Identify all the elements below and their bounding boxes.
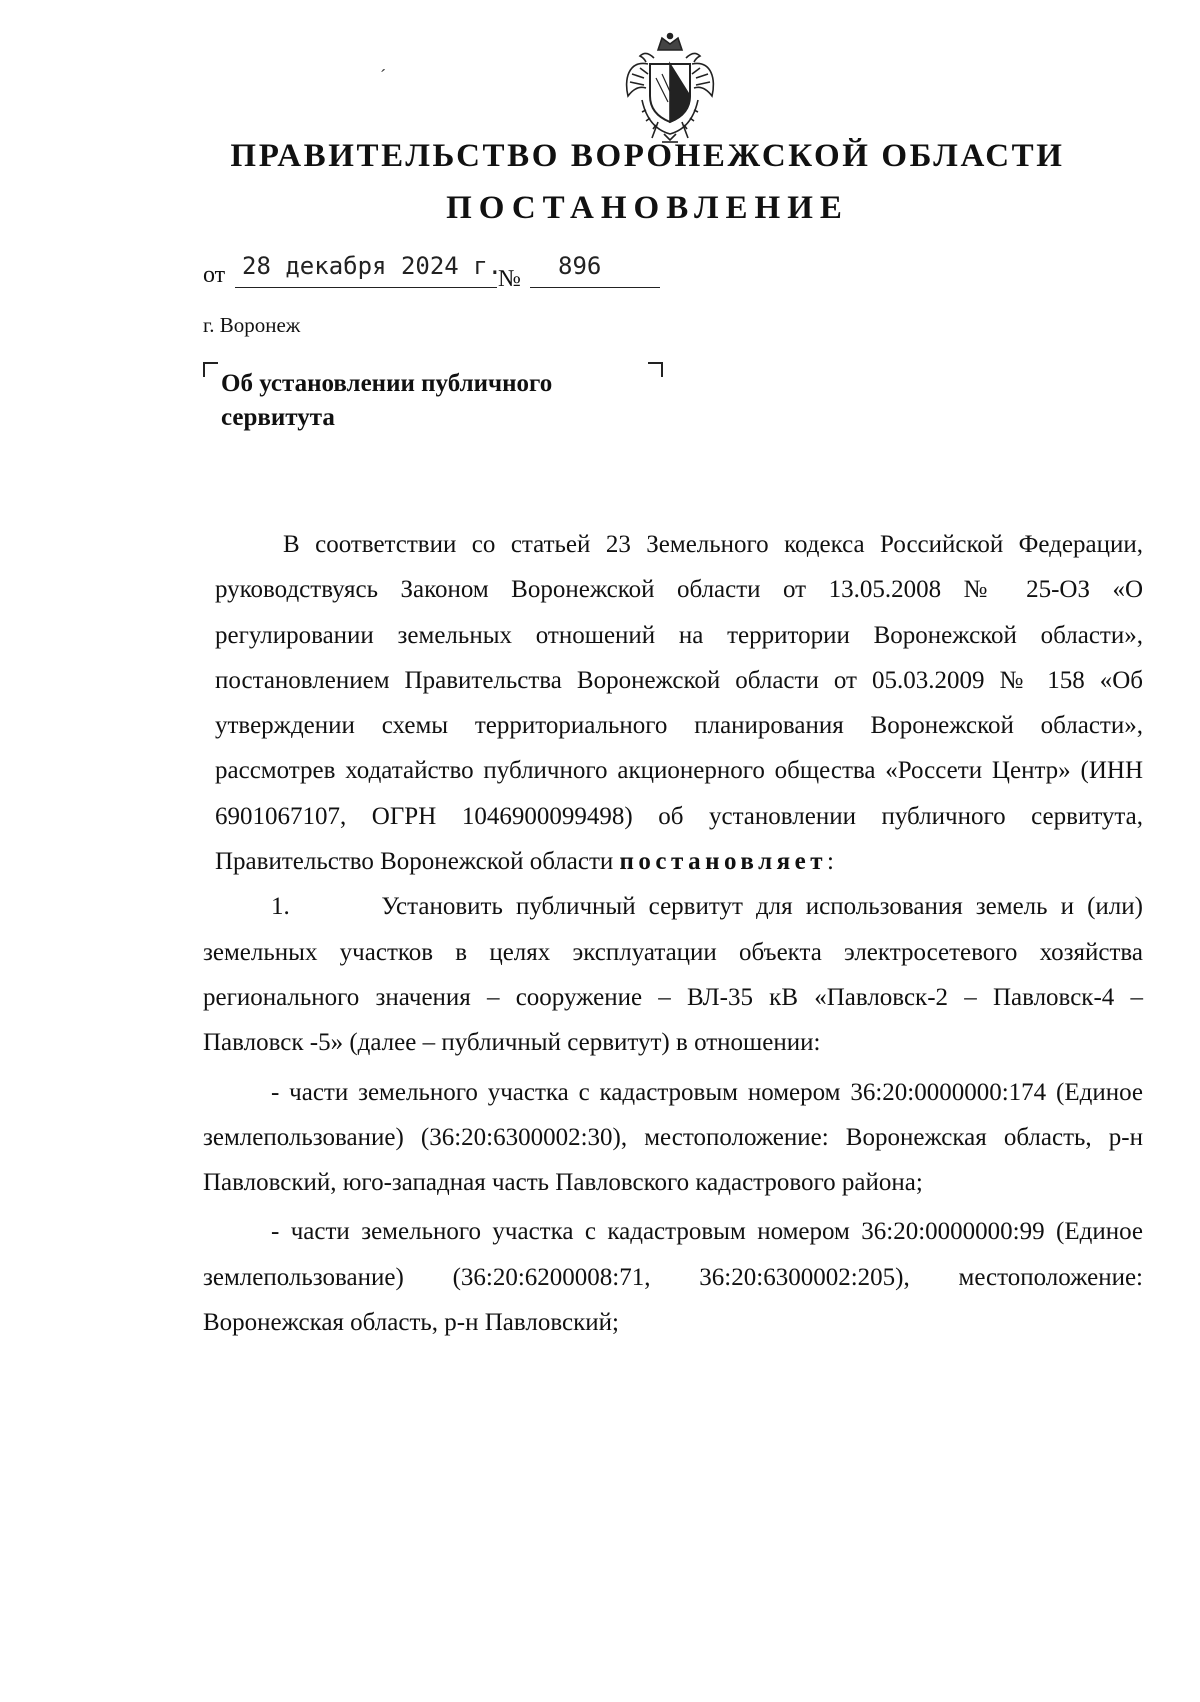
subject-line-1: Об установлении публичного bbox=[221, 370, 553, 397]
preamble-paragraph bbox=[203, 522, 1143, 884]
number-sign: № bbox=[498, 266, 521, 292]
date-underline bbox=[235, 287, 497, 288]
date-from-label: от bbox=[203, 262, 226, 288]
subject-corner-right bbox=[648, 362, 663, 377]
document-date: 28 декабря 2024 г. bbox=[242, 252, 503, 280]
document-body bbox=[203, 522, 1143, 1345]
preamble-text: В соответствии со статьей 23 Земельного кодекса Российской Федерации, руководствуясь Законом Воронежской области от 13.05.2008 № 25-ОЗ «О регулировании земельных отношений на территории Воронежской области», постановлением Правительства Воронежской области от 05.03.2009 № 158 «Об утверждении схемы территориального планирования Воронежской области», рассмотрев ходатайство публичного акционерного общества «Россети Центр» (ИНН 6901067107, ОГРН 1046900099498) об установлении публичного сервитута, Правительство Воронежской области bbox=[215, 531, 1143, 876]
coat-of-arms-icon bbox=[618, 30, 722, 148]
decree-colon: : bbox=[827, 848, 834, 876]
scan-mark: ˊ bbox=[380, 66, 386, 86]
item-1-text: Установить публичный сервитут для использования земель и (или) земельных участков в целях эксплуатации объекта электросетевого хозяйства регионального значения – сооружение – ВЛ-35 кВ «Павловск-2 – Павловск-4 – Павловск -5» (далее – публичный сервитут) в отношении: bbox=[203, 893, 1143, 1057]
plot-2-paragraph: - части земельного участка с кадастровым номером 36:20:0000000:99 (Единое землепользование) (36:20:6200008:71, 36:20:6300002:205), местоположение: Воронежская область, р-н Павловский; bbox=[203, 1218, 1143, 1337]
number-underline bbox=[530, 287, 660, 288]
subject-corner-left bbox=[203, 362, 218, 377]
document-subject bbox=[221, 367, 641, 435]
city-label: г. Воронеж bbox=[203, 313, 301, 337]
subject-line-2: сервитута bbox=[221, 404, 335, 431]
item-1-number: 1. bbox=[271, 893, 290, 921]
item-1-paragraph bbox=[203, 884, 1143, 1065]
plot-1-paragraph: - части земельного участка с кадастровым номером 36:20:0000000:174 (Единое землепользование) (36:20:6300002:30), местоположение: Воронежская область, р-н Павловский, юго-западная часть Павловского кадастрового района; bbox=[203, 1078, 1143, 1197]
document-type: ПОСТАНОВЛЕНИЕ bbox=[446, 190, 849, 226]
government-title: ПРАВИТЕЛЬСТВО ВОРОНЕЖСКОЙ ОБЛАСТИ bbox=[230, 138, 1065, 174]
decree-word: постановляет bbox=[619, 848, 827, 876]
document-number: 896 bbox=[558, 252, 602, 280]
